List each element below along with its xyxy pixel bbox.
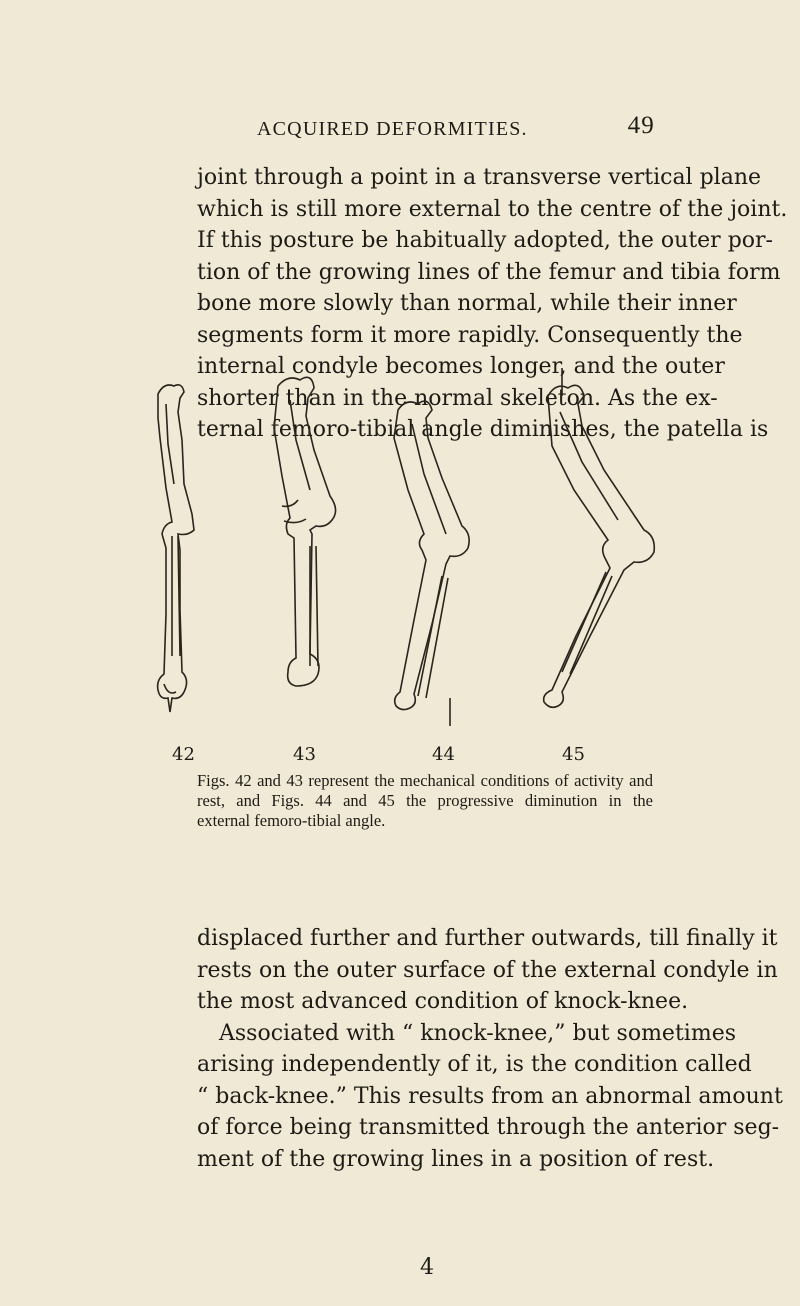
text-line: displaced further and further outwards, till finally it <box>197 926 778 951</box>
text-line: segments form it more rapidly. Consequently the <box>197 322 743 348</box>
text-line: tion of the growing lines of the femur and tibia form <box>197 259 781 285</box>
text-line: ment of the growing lines in a position of rest. <box>197 1146 715 1172</box>
text-line: ternal femoro-tibial angle diminishes, the patella is <box>197 417 769 442</box>
figure-44-drawing <box>394 401 469 726</box>
text-line: Associated with “ knock-knee,” but sometimes <box>219 1020 736 1046</box>
figure-label-45: 45 <box>562 744 585 765</box>
figure-45-drawing <box>544 368 655 707</box>
figure-43-drawing <box>274 377 336 686</box>
caption-line: Figs. 42 and 43 represent the mechanical conditions of activity and <box>197 771 653 790</box>
text-line: arising independently of it, is the condition called <box>197 1052 752 1077</box>
figure-label-43: 43 <box>293 744 316 765</box>
text-line: “ back-knee.” This results from an abnormal amount <box>197 1083 783 1109</box>
text-line: which is still more external to the centre of the joint. <box>197 196 788 222</box>
figure-caption <box>197 771 653 831</box>
paragraph-2 <box>197 923 783 1175</box>
figure-label-44: 44 <box>432 744 455 765</box>
caption-line: rest, and Figs. 44 and 45 the progressive diminution in the <box>197 791 653 810</box>
figure-number-row <box>0 744 800 774</box>
figure-42-drawing <box>158 385 194 712</box>
text-line: joint through a point in a transverse vertical plane <box>197 165 762 190</box>
text-line: of force being transmitted through the anterior seg- <box>197 1115 780 1140</box>
text-line: shorter than in the normal skeleton. As the ex- <box>197 385 718 411</box>
text-line: If this posture be habitually adopted, the outer por- <box>197 228 773 253</box>
running-title: ACQUIRED DEFORMITIES. <box>257 118 528 140</box>
figure-label-42: 42 <box>172 744 195 765</box>
text-line: rests on the outer surface of the external condyle in <box>197 957 778 983</box>
text-line: internal condyle becomes longer, and the outer <box>197 354 725 379</box>
text-line: the most advanced condition of knock-knee. <box>197 989 689 1014</box>
caption-line: external femoro-tibial angle. <box>197 811 386 830</box>
signature-mark: 4 <box>420 1255 434 1280</box>
text-line: bone more slowly than normal, while their inner <box>197 291 737 316</box>
page-number: 49 <box>627 112 655 139</box>
